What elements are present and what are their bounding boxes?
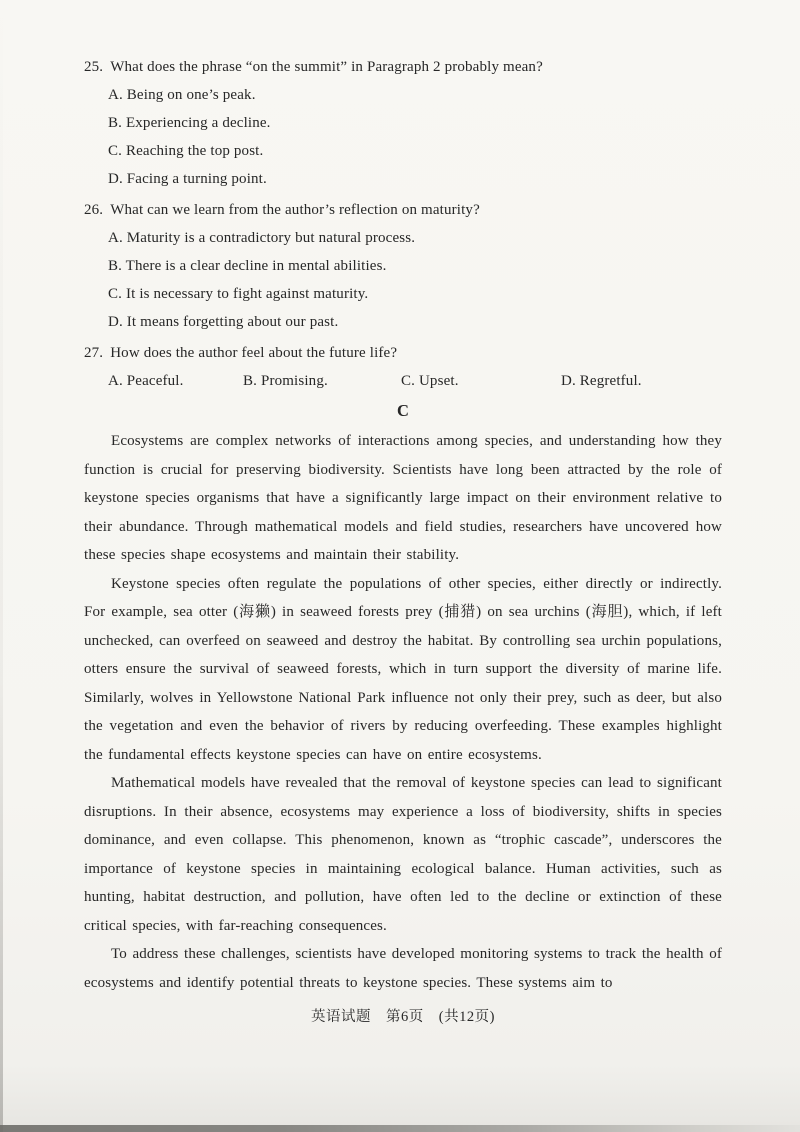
option-a: A. Peaceful. xyxy=(108,373,184,389)
option-c: C. Reaching the top post. xyxy=(108,143,264,159)
question-stem xyxy=(84,339,722,367)
passage-paragraph-2: Keystone species often regulate the populations of other species, either directly or indirectly. For example, sea otter (海獭) in seaweed forests prey (捕猎) on sea urchins (海胆), which, if left unchecked, can overfeed on seaweed and destroy the habitat. By controlling sea urchin populations, otters ensure the survival of seaweed forests, which in turn support the diversity of marine life. Similarly, wolves in Yellowstone National Park influence not only their prey, such as deer, but also the vegetation and even the behavior of rivers by reducing overfeeding. These examples highlight the fundamental effects keystone species can have on entire ecosystems. xyxy=(84,575,722,763)
question-text: How does the author feel about the future life? xyxy=(110,345,398,361)
option-a: A. Maturity is a contradictory but natural process. xyxy=(108,230,416,246)
question-number: 26. xyxy=(84,202,104,218)
option-c: C. It is necessary to fight against maturity. xyxy=(108,286,369,302)
question-options xyxy=(108,81,722,193)
scan-edge-bottom xyxy=(0,1125,800,1132)
question-options-inline xyxy=(108,367,722,395)
passage-section-label: C xyxy=(397,401,409,420)
option-d: D. It means forgetting about our past. xyxy=(108,314,339,330)
question-number: 25. xyxy=(84,59,104,75)
passage-paragraph-1: Ecosystems are complex networks of interactions among species, and understanding how they function is crucial for preserving biodiversity. Scientists have long been attracted by the role of keystone species organisms that have a significantly large impact on their environment relative to their abundance. Through mathematical models and field studies, researchers have uncovered how these species shape ecosystems and maintain their stability. xyxy=(84,433,722,563)
question-26 xyxy=(84,196,722,336)
question-27 xyxy=(84,339,722,395)
question-25 xyxy=(84,53,722,193)
page-footer: 英语试题 第6页 (共12页) xyxy=(311,1009,495,1025)
option-b: B. Experiencing a decline. xyxy=(108,115,271,131)
question-options xyxy=(108,224,722,336)
passage-paragraph-3: Mathematical models have revealed that the removal of keystone species can lead to significant disruptions. In their absence, ecosystems may experience a loss of biodiversity, shifts in species dominance, and even collapse. This phenomenon, known as “trophic cascade”, underscores the importance of keystone species in maintaining ecological balance. Human activities, such as hunting, habitat destruction, and pollution, have often led to the decline or extinction of these critical species, with far-reaching consequences. xyxy=(84,775,722,934)
option-c: C. Upset. xyxy=(401,373,459,389)
question-stem xyxy=(84,196,722,224)
passage-paragraph-4: To address these challenges, scientists have developed monitoring systems to track the health of ecosystems and identify potential threats to keystone species. These systems aim to xyxy=(84,946,722,991)
questions-section xyxy=(84,53,722,395)
option-b: B. Promising. xyxy=(243,373,328,389)
scan-edge-left xyxy=(0,0,3,1132)
question-stem xyxy=(84,53,722,81)
option-d: D. Regretful. xyxy=(561,373,642,389)
option-b: B. There is a clear decline in mental abilities. xyxy=(108,258,387,274)
question-text: What can we learn from the author’s reflection on maturity? xyxy=(110,202,480,218)
option-a: A. Being on one’s peak. xyxy=(108,87,256,103)
question-text: What does the phrase “on the summit” in Paragraph 2 probably mean? xyxy=(110,59,543,75)
option-d: D. Facing a turning point. xyxy=(108,171,267,187)
question-number: 27. xyxy=(84,345,104,361)
reading-passage xyxy=(84,427,722,997)
